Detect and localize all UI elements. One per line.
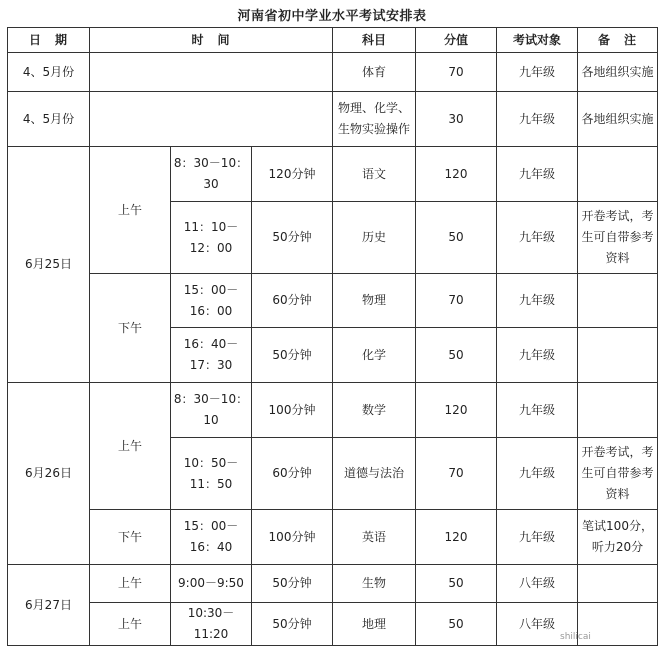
header-target: 考试对象 xyxy=(497,28,578,53)
remark-cell: 各地组织实施 xyxy=(578,92,658,147)
time-cell: 10：50－11：50 xyxy=(171,438,252,510)
watermark-text: shilicai xyxy=(560,632,591,642)
duration-cell: 50分钟 xyxy=(252,603,333,646)
duration-cell: 100分钟 xyxy=(252,510,333,565)
time-cell: 9:00－9:50 xyxy=(171,565,252,603)
target-cell: 九年级 xyxy=(497,274,578,328)
date-cell: 4、5月份 xyxy=(8,53,90,92)
duration-cell: 60分钟 xyxy=(252,274,333,328)
remark-cell xyxy=(578,147,658,202)
table-row xyxy=(8,383,658,438)
table-row xyxy=(8,147,658,202)
score-cell: 50 xyxy=(416,202,497,274)
duration-cell: 60分钟 xyxy=(252,438,333,510)
score-cell: 120 xyxy=(416,383,497,438)
subject-cell: 物理、化学、生物实验操作 xyxy=(333,92,416,147)
time-cell: 10:30－11:20 xyxy=(171,603,252,646)
score-cell: 50 xyxy=(416,328,497,383)
header-date: 日 期 xyxy=(8,28,90,53)
remark-cell xyxy=(578,565,658,603)
header-subject: 科目 xyxy=(333,28,416,53)
remark-cell xyxy=(578,383,658,438)
duration-cell: 120分钟 xyxy=(252,147,333,202)
period-cell: 上午 xyxy=(90,383,171,510)
remark-cell: 笔试100分，听力20分 xyxy=(578,510,658,565)
period-cell: 下午 xyxy=(90,510,171,565)
duration-cell: 50分钟 xyxy=(252,565,333,603)
header-score: 分值 xyxy=(416,28,497,53)
time-cell: 8：30－10：10 xyxy=(171,383,252,438)
time-cell: 8：30－10：30 xyxy=(171,147,252,202)
date-cell: 6月26日 xyxy=(8,383,90,565)
score-cell: 50 xyxy=(416,565,497,603)
score-cell: 120 xyxy=(416,510,497,565)
target-cell: 九年级 xyxy=(497,438,578,510)
duration-cell: 50分钟 xyxy=(252,202,333,274)
header-remark: 备 注 xyxy=(578,28,658,53)
subject-cell: 生物 xyxy=(333,565,416,603)
subject-cell: 数学 xyxy=(333,383,416,438)
target-cell: 九年级 xyxy=(497,202,578,274)
remark-cell: 各地组织实施 xyxy=(578,53,658,92)
table-row xyxy=(8,274,658,328)
subject-cell: 物理 xyxy=(333,274,416,328)
header-time: 时 间 xyxy=(90,28,333,53)
time-cell xyxy=(90,92,333,147)
date-cell: 6月27日 xyxy=(8,565,90,646)
table-row xyxy=(8,510,658,565)
duration-cell: 50分钟 xyxy=(252,328,333,383)
subject-cell: 体育 xyxy=(333,53,416,92)
time-cell: 11：10－12：00 xyxy=(171,202,252,274)
remark-cell: 开卷考试，考生可自带参考资料 xyxy=(578,202,658,274)
target-cell: 九年级 xyxy=(497,53,578,92)
duration-cell: 100分钟 xyxy=(252,383,333,438)
period-cell: 上午 xyxy=(90,565,171,603)
target-cell: 九年级 xyxy=(497,147,578,202)
header-row xyxy=(8,28,658,53)
table-row xyxy=(8,92,658,147)
page-title: 河南省初中学业水平考试安排表 xyxy=(237,9,427,24)
time-cell: 15：00－16：00 xyxy=(171,274,252,328)
subject-cell: 历史 xyxy=(333,202,416,274)
score-cell: 120 xyxy=(416,147,497,202)
target-cell: 八年级 xyxy=(497,603,578,646)
remark-cell xyxy=(578,328,658,383)
time-cell xyxy=(90,53,333,92)
score-cell: 70 xyxy=(416,274,497,328)
subject-cell: 地理 xyxy=(333,603,416,646)
score-cell: 70 xyxy=(416,438,497,510)
time-cell: 16：40－17：30 xyxy=(171,328,252,383)
time-cell: 15：00－16：40 xyxy=(171,510,252,565)
remark-cell: 开卷考试，考生可自带参考资料 xyxy=(578,438,658,510)
period-cell: 上午 xyxy=(90,603,171,646)
subject-cell: 语文 xyxy=(333,147,416,202)
exam-schedule-table xyxy=(7,27,658,646)
date-cell: 6月25日 xyxy=(8,147,90,383)
table-row xyxy=(8,565,658,603)
target-cell: 九年级 xyxy=(497,92,578,147)
score-cell: 70 xyxy=(416,53,497,92)
target-cell: 九年级 xyxy=(497,510,578,565)
period-cell: 下午 xyxy=(90,274,171,383)
subject-cell: 道德与法治 xyxy=(333,438,416,510)
score-cell: 50 xyxy=(416,603,497,646)
table-row xyxy=(8,53,658,92)
date-cell: 4、5月份 xyxy=(8,92,90,147)
score-cell: 30 xyxy=(416,92,497,147)
target-cell: 九年级 xyxy=(497,383,578,438)
subject-cell: 化学 xyxy=(333,328,416,383)
remark-cell xyxy=(578,274,658,328)
subject-cell: 英语 xyxy=(333,510,416,565)
period-cell: 上午 xyxy=(90,147,171,274)
target-cell: 八年级 xyxy=(497,565,578,603)
target-cell: 九年级 xyxy=(497,328,578,383)
